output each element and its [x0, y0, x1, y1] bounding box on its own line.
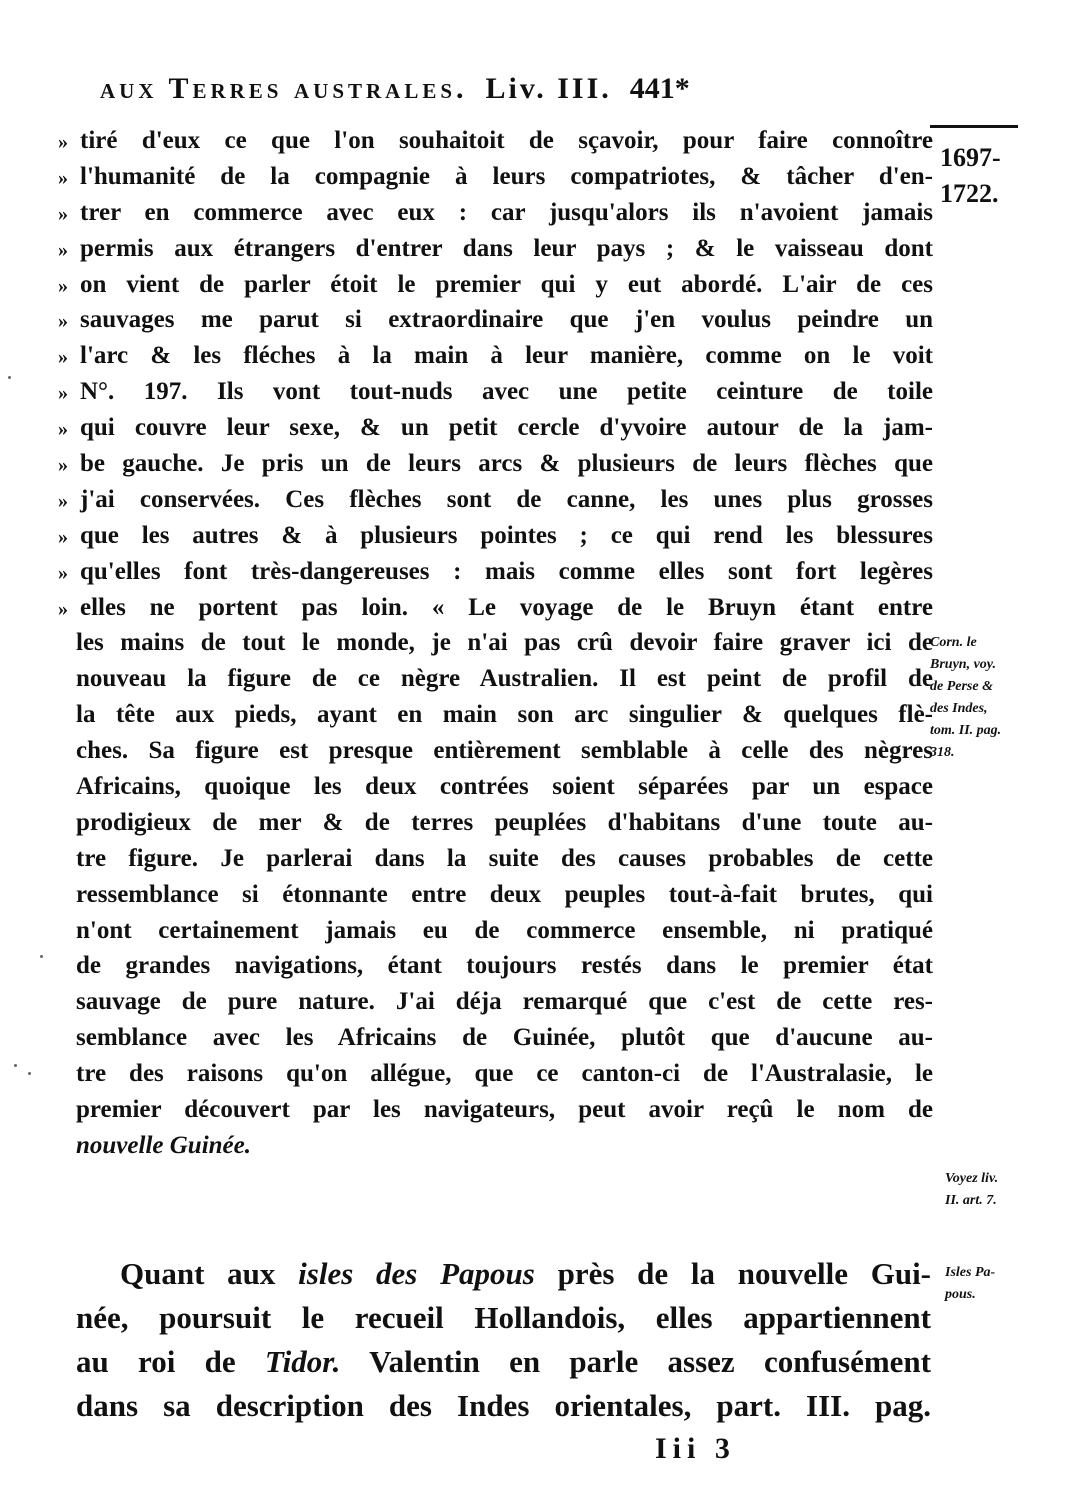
- note1-line: Corn. le: [930, 635, 977, 650]
- speck-mark: [14, 1064, 17, 1067]
- body-line: [58, 590, 933, 626]
- body-line: [58, 661, 933, 697]
- body-line-text: trer en commerce avec eux : car jusqu'alors ils n'avoient jamais: [80, 198, 933, 226]
- note2-line: II. art. 7.: [945, 1193, 997, 1208]
- body-line: [58, 159, 933, 195]
- speck-mark: [40, 955, 43, 958]
- quote-mark: »: [58, 382, 68, 405]
- body-line-text: tre figure. Je parlerai dans la suite des causes probables de cette: [76, 844, 933, 872]
- body-line: [58, 841, 933, 877]
- body-line: [58, 769, 933, 805]
- margin-years: [940, 140, 1030, 212]
- body-text: [58, 123, 933, 1164]
- note1-line: tom. II. pag.: [930, 723, 1002, 738]
- speck-mark: [28, 1072, 31, 1075]
- body-line: [58, 913, 933, 949]
- body-line-text: nouveau la figure de ce nègre Australien. Il est peint de profil de: [76, 665, 933, 693]
- body-line-text: tiré d'eux ce que l'on souhaitoit de sçavoir, pour faire connoître: [80, 127, 933, 154]
- year-end: 1722.: [940, 179, 999, 208]
- body-line: [58, 1092, 933, 1128]
- signature-mark: Iii 3: [655, 1432, 736, 1465]
- quote-mark: »: [58, 489, 68, 512]
- body-line: [58, 625, 933, 661]
- body-line-text: semblance avec les Africains de Guinée, plutôt que d'aucune au-: [76, 1024, 933, 1052]
- margin-note-voyez: [945, 1168, 1045, 1212]
- body-line-text: qu'elles font très-dangereuses : mais comme elles sont fort legères: [80, 557, 933, 585]
- body-line-text: la tête aux pieds, ayant en main son arc singulier & quelques flè-: [76, 701, 933, 729]
- body-line-text: les mains de tout le monde, je n'ai pas crû devoir faire graver ici de: [76, 629, 933, 657]
- big-line-3-italic: Tidor.: [264, 1344, 341, 1379]
- big-line-3-after: Valentin en parle assez confusément: [369, 1344, 931, 1379]
- body-line-text: be gauche. Je pris un de leurs arcs & plusieurs de leurs flèches que: [80, 450, 933, 478]
- body-line: [58, 877, 933, 913]
- big-line-1-after: près de la nouvelle Gui-: [557, 1256, 932, 1291]
- body-line-text: l'humanité de la compagnie à leurs compatriotes, & tâcher d'en-: [80, 162, 933, 190]
- body-line-text: n'ont certainement jamais eu de commerce ensemble, ni pratiqué: [76, 916, 933, 944]
- quote-mark: »: [58, 597, 68, 620]
- body-line-text: on vient de parler étoit le premier qui y eut abordé. L'air de ces: [80, 270, 933, 298]
- quote-mark: »: [58, 131, 68, 153]
- note1-line: 318.: [930, 745, 955, 760]
- body-line-text: j'ai conservées. Ces flèches sont de canne, les unes plus grosses: [80, 485, 933, 513]
- body-line: [58, 338, 933, 374]
- body-line: [58, 1020, 933, 1056]
- body-line-text: l'arc & les fléches à la main à leur manière, comme on le voit: [80, 342, 933, 370]
- body-line-text: N°. 197. Ils vont tout-nuds avec une petite ceinture de toile: [80, 378, 933, 406]
- big-line-4: dans sa description des Indes orientales, part. III. pag.: [76, 1388, 931, 1423]
- year-start: 1697-: [940, 143, 1001, 172]
- margin-note-bruyn: [930, 632, 1040, 764]
- body-line-text: ressemblance si étonnante entre deux peuples tout-à-fait brutes, qui: [76, 880, 933, 908]
- body-line: [58, 482, 933, 518]
- quote-mark: »: [58, 346, 68, 369]
- body-line: [58, 231, 933, 267]
- body-line-text: Africains, quoique les deux contrées soient séparées par un espace: [76, 773, 933, 801]
- big-line-3: [76, 1340, 931, 1384]
- body-line: [58, 948, 933, 984]
- note1-line: des Indes,: [930, 701, 988, 716]
- body-line: [58, 302, 933, 338]
- body-line: [58, 518, 933, 554]
- note1-line: de Perse &: [930, 679, 993, 694]
- body-line-text: premier découvert par les navigateurs, peut avoir reçû le nom de: [76, 1096, 933, 1124]
- margin-note-isles: [945, 1262, 1045, 1306]
- body-line: [58, 984, 933, 1020]
- body-line-text: elles ne portent pas loin. « Le voyage de le Bruyn étant entre: [80, 593, 933, 621]
- quote-mark: »: [58, 310, 68, 333]
- quote-mark: »: [58, 454, 68, 477]
- body-line-text: ches. Sa figure est presque entièrement semblable à celle des nègres: [76, 737, 933, 765]
- margin-rule: [930, 125, 1018, 128]
- body-line: [58, 1056, 933, 1092]
- body-line-text: tre des raisons qu'on allégue, que ce canton-ci de l'Australasie, le: [76, 1060, 933, 1088]
- note2-line: Voyez liv.: [945, 1171, 999, 1186]
- running-head-title: aux Terres australes.: [100, 72, 468, 105]
- quote-mark: »: [58, 238, 68, 261]
- body-line: [58, 195, 933, 231]
- body-line: [58, 374, 933, 410]
- body-line-text: de grandes navigations, étant toujours restés dans le premier état: [76, 952, 933, 980]
- quote-mark: »: [58, 561, 68, 584]
- body-line-text: permis aux étrangers d'entrer dans leur pays ; & le vaisseau dont: [80, 234, 933, 262]
- big-line-1: [76, 1252, 931, 1296]
- body-line-last: [58, 1128, 933, 1164]
- speck-mark: [8, 376, 11, 379]
- big-line-3-before: au roi de: [76, 1344, 236, 1379]
- note1-line: Bruyn, voy.: [930, 657, 996, 672]
- running-head-book: Liv. III.: [485, 72, 612, 105]
- big-line-1-italic: isles des Papous: [298, 1256, 535, 1291]
- body-line-text: prodigieux de mer & de terres peuplées d'habitans d'une toute au-: [76, 808, 933, 836]
- nouvelle-guinee-italic: nouvelle Guinée.: [76, 1131, 251, 1159]
- body-line: [58, 446, 933, 482]
- page-number: 441*: [629, 72, 690, 105]
- body-line: [58, 554, 933, 590]
- quote-mark: »: [58, 274, 68, 297]
- note3-line: Isles Pa-: [945, 1265, 996, 1280]
- note3-line: pous.: [945, 1287, 976, 1302]
- body-line-text: sauvages me parut si extraordinaire que j'en voulus peindre un: [80, 306, 933, 334]
- running-head: [100, 72, 930, 116]
- quote-mark: »: [58, 166, 68, 189]
- body-line: [58, 697, 933, 733]
- quote-mark: »: [58, 418, 68, 441]
- big-line-1-before: Quant aux: [120, 1256, 276, 1291]
- quote-mark: »: [58, 202, 68, 225]
- body-line: [58, 410, 933, 446]
- body-line-text: que les autres & à plusieurs pointes ; ce qui rend les blessures: [80, 521, 933, 549]
- body-line: [58, 733, 933, 769]
- body-line: [58, 267, 933, 303]
- body-line-text: qui couvre leur sexe, & un petit cercle d'yvoire autour de la jam-: [80, 414, 933, 442]
- quote-mark: »: [58, 525, 68, 548]
- big-paragraph: [76, 1252, 931, 1428]
- body-line: [58, 805, 933, 841]
- body-line: [58, 123, 933, 159]
- big-line-2: née, poursuit le recueil Hollandois, elles appartiennent: [76, 1300, 931, 1335]
- body-line-text: sauvage de pure nature. J'ai déja remarqué que c'est de cette res-: [76, 988, 933, 1016]
